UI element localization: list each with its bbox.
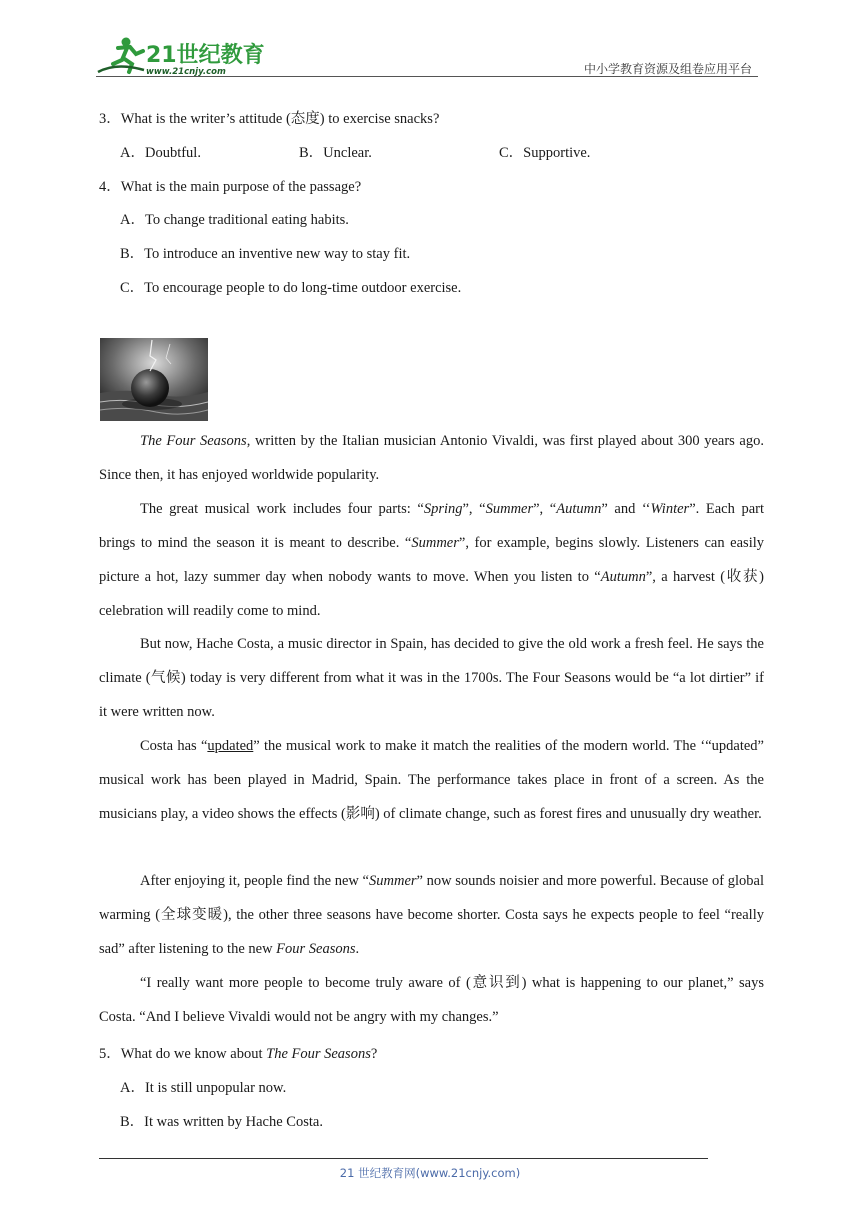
site-logo[interactable]	[96, 34, 266, 78]
question-3-option-a: A．Doubtful.	[120, 145, 201, 161]
paragraph-text: The great musical work includes four parts: “	[140, 501, 424, 517]
footer-link[interactable]: 21 世纪教育网(www.21cnjy.com)	[339, 1166, 521, 1180]
question-text: ?	[370, 1046, 378, 1062]
question-4-stem: 4．What is the main purpose of the passage?	[99, 179, 362, 195]
paragraph-text: ” now sounds noisier and more powerful. Because of global warming (全球变暖), the other three seasons have become shorter. Costa says he expects people to feel “really sad” after listening to the new	[99, 873, 764, 957]
season-italic: Autumn	[600, 569, 646, 585]
season-italic: Autumn	[556, 501, 602, 517]
question-4-option-c: C．To encourage people to do long-time outdoor exercise.	[120, 280, 462, 296]
season-italic: Summer	[485, 501, 534, 517]
paragraph-text: ”. Each part brings to mind the season it is meant to describe. “	[99, 501, 764, 551]
question-3-option-c: C．Supportive.	[499, 145, 591, 161]
passage-paragraph-5	[99, 864, 764, 966]
season-italic: Summer	[411, 535, 459, 551]
underlined-word: updated	[207, 738, 254, 754]
season-italic: Summer	[369, 873, 417, 889]
question-4-option-a: A．To change traditional eating habits.	[120, 212, 349, 228]
question-5-option-b: B．It was written by Hache Costa.	[120, 1114, 323, 1130]
paragraph-text: ” the musical work to make it match the realities of the modern world. The ‘“updated” musical work has been played in Madrid, Spain. The performance takes place in front of a screen. As the musicians play, a video shows the effects (影响) of climate change, such as forest fires and unusually dry weather.	[99, 738, 764, 822]
page-header	[96, 30, 758, 78]
logo-text: 21世纪教育	[146, 43, 265, 68]
paragraph-text: ” and ‘‘	[601, 501, 651, 517]
logo-url: www.21cnjy.com	[146, 67, 226, 77]
question-4-option-b: B．To introduce an inventive new way to stay fit.	[120, 246, 411, 262]
passage-paragraph-6	[99, 966, 764, 1034]
paragraph-text: ”, for example, begins slowly. Listeners can easily picture a hot, lazy summer day when nobody wants to move. When you listen to “	[99, 535, 764, 585]
header-divider	[96, 76, 758, 77]
question-3-stem: 3．What is the writer’s attitude (态度) to exercise snacks?	[99, 111, 440, 127]
title-italic: Four Seasons	[276, 941, 356, 957]
question-text: 5．What do we know about	[99, 1046, 267, 1062]
paragraph-text: .	[355, 941, 360, 957]
passage-photo	[100, 338, 208, 421]
paragraph-text: “I really want more people to become truly aware of (意识到) what is happening to our planet,” says Costa. “And I believe Vivaldi would not be angry with my changes.”	[99, 975, 764, 1025]
paragraph-text: ”, “	[462, 501, 486, 517]
question-5-stem	[99, 1042, 377, 1063]
paragraph-text: But now, Hache Costa, a music director in Spain, has decided to give the old work a fresh feel. He says the climate (气候) today is very different from what it was in the 1700s. The Four Seasons would be “a lot dirtier” if it were written now.	[99, 636, 764, 720]
footer-divider	[99, 1158, 708, 1159]
paragraph-text: , written by the Italian musician Antonio Vivaldi, was first played about 300 years ago. Since then, it has enjoyed worldwide popularity.	[99, 433, 764, 483]
title-italic: The Four Seasons	[140, 433, 247, 449]
header-tagline: 中小学教育资源及组卷应用平台	[583, 62, 752, 76]
title-italic: The Four Seasons	[266, 1046, 371, 1062]
passage-paragraph-4	[99, 729, 764, 831]
season-italic: Winter	[650, 501, 690, 517]
passage-paragraph-2	[99, 492, 764, 628]
passage-paragraph-3	[99, 627, 764, 729]
passage-paragraph-1	[99, 424, 764, 492]
paragraph-text: After enjoying it, people find the new “	[140, 873, 369, 889]
paragraph-text: ”, “	[533, 501, 557, 517]
question-3-option-b: B．Unclear.	[299, 145, 372, 161]
paragraph-text: Costa has “	[140, 738, 208, 754]
season-italic: Spring	[423, 501, 463, 517]
paragraph-text: ”, a harvest (收获) celebration will readily come to mind.	[99, 569, 764, 619]
question-5-option-a: A．It is still unpopular now.	[120, 1080, 287, 1096]
